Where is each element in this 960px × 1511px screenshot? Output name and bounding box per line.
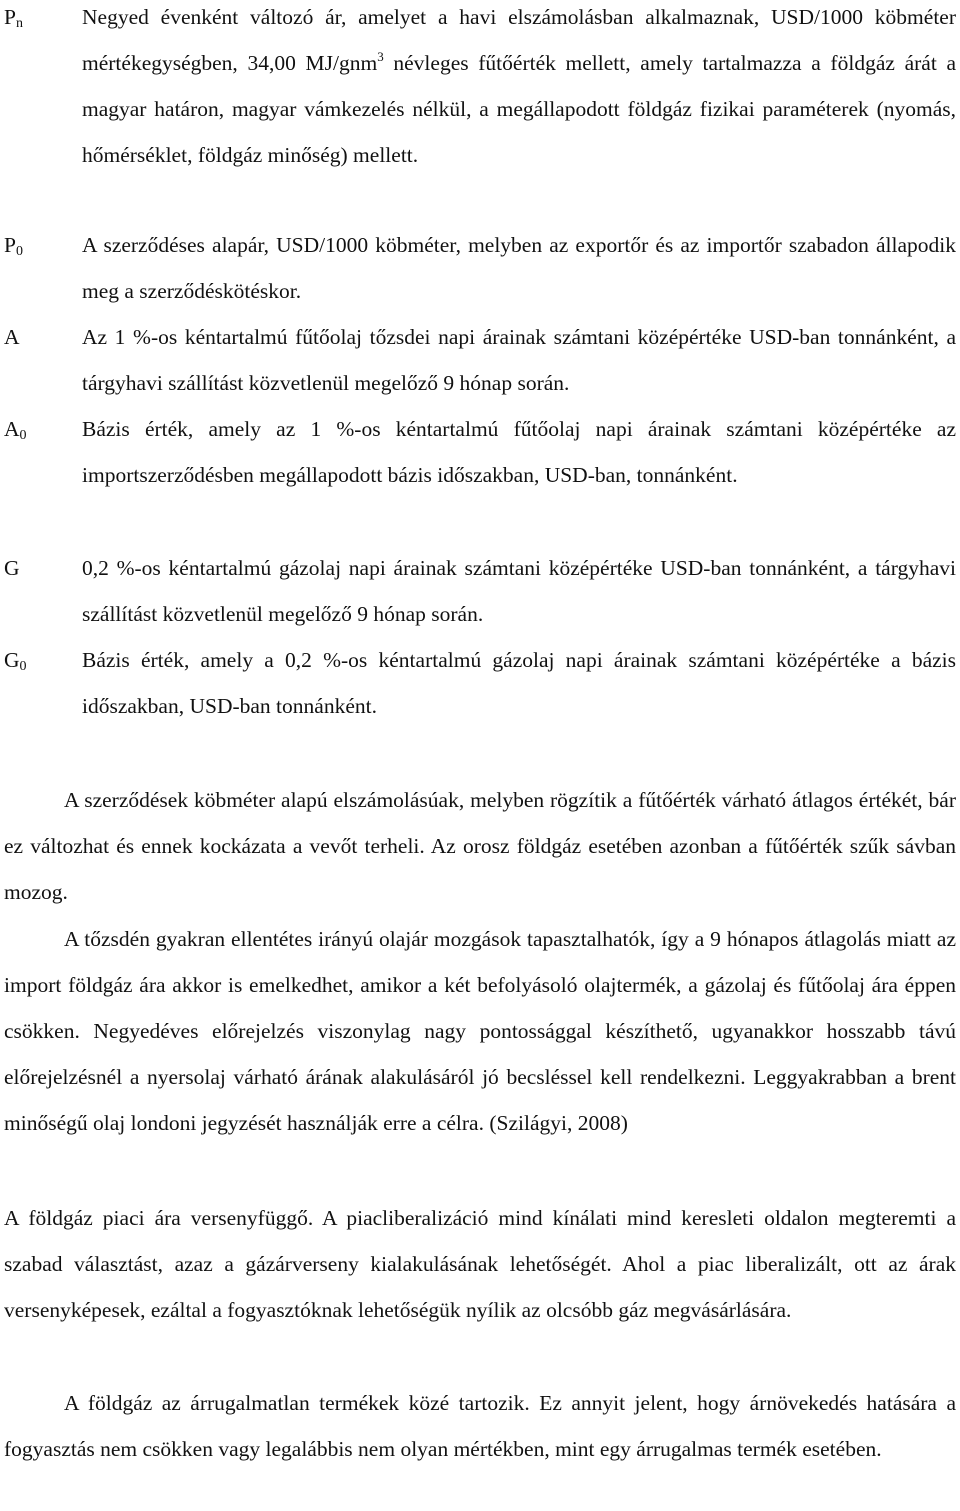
- paragraph-heating-value: A szerződések köbméter alapú elszámolásúak, melyben rögzítik a fűtőérték várható átlagos értékét, bár ez változhat és ennek kockázata a vevőt terheli. Az orosz földgáz esetében azonban a fűtőérték szűk sávban mozog.: [4, 788, 956, 904]
- symbol-subscript: 0: [19, 659, 27, 674]
- symbol: [4, 545, 20, 591]
- superscript: 3: [377, 49, 384, 64]
- symbol-letter: P: [4, 5, 16, 29]
- symbol-letter: G: [4, 648, 20, 672]
- paragraph-price-inelastic: A földgáz az árrugalmatlan termékek közé tartozik. Ez annyit jelent, hogy árnövekedés hatására a fogyasztás nem csökken vagy legalábbis nem olyan mértékben, mint egy árrugalmas termék esetében.: [4, 1391, 956, 1461]
- symbol-subscript: 0: [15, 244, 23, 259]
- symbol: [4, 0, 23, 40]
- symbol-subscript: n: [15, 16, 23, 31]
- symbol: [4, 637, 27, 683]
- symbol-letter: A: [4, 417, 20, 441]
- paragraph-market-price: A földgáz piaci ára versenyfüggő. A piacliberalizáció mind kínálati mind keresleti oldalon megteremti a szabad választást, azaz a gázárverseny kialakulásának lehetőségét. Ahol a piac liberalizált, ott az árak versenyképesek, ezáltal a fogyasztóknak lehetőségük nyílik az olcsóbb gáz megvásárlására.: [4, 1206, 956, 1322]
- symbol-letter: G: [4, 556, 20, 580]
- symbol-subscript: 0: [19, 428, 27, 443]
- symbol: [4, 222, 23, 268]
- symbol: [4, 314, 20, 360]
- definition-text: 0,2 %-os kéntartalmú gázolaj napi árainak számtani középértéke USD-ban tonnánként, a tárgyhavi szállítást közvetlenül megelőző 9 hónap során.: [82, 556, 956, 626]
- symbol-letter: A: [4, 325, 20, 349]
- definition-text: Bázis érték, amely az 1 %-os kéntartalmú fűtőolaj napi árainak számtani középértéke az importszerződésben megállapodott bázis időszakban, USD-ban, tonnánként.: [82, 417, 956, 487]
- definition-text: A szerződéses alapár, USD/1000 köbméter, melyben az exportőr és az importőr szabadon állapodik meg a szerződéskötéskor.: [82, 233, 956, 303]
- symbol: [4, 406, 27, 452]
- definition-text: Az 1 %-os kéntartalmú fűtőolaj tőzsdei napi árainak számtani középértéke USD-ban tonnánként, a tárgyhavi szállítást közvetlenül megelőző 9 hónap során.: [82, 325, 956, 395]
- paragraph-oil-price-movements: A tőzsdén gyakran ellentétes irányú olajár mozgások tapasztalhatók, így a 9 hónapos átlagolás miatt az import földgáz ára akkor is emelkedhet, amikor a két befolyásoló olajtermék, a gázolaj és fűtőolaj ára éppen csökken. Negyedéves előrejelzés viszonylag nagy pontossággal készíthető, ugyanakkor hosszabb távú előrejelzésnél a nyersolaj várható árának alakulásáról jó becsléssel kell rendelkezni. Leggyakrabban a brent minőségű olaj londoni jegyzését használják erre a célra. (Szilágyi, 2008): [4, 927, 956, 1135]
- definition-text-part: névleges fűtőérték mellett, amely tartalmazza a földgáz árát a magyar határon, magyar vámkezelés nélkül, a megállapodott földgáz fizikai paraméterek (nyomás, hőmérséklet, földgáz minőség) mellett.: [82, 51, 957, 167]
- definition-text: Bázis érték, amely a 0,2 %-os kéntartalmú gázolaj napi árainak számtani középértéke a bázis időszakban, USD-ban tonnánként.: [82, 648, 956, 718]
- definition-text-part: Negyed évenként változó ár, amelyet a havi elszámolásban alkalmaznak, USD/1000 köbméter mértékegységben, 34,00 MJ/gnm: [82, 5, 956, 75]
- definition-text: [82, 0, 956, 178]
- symbol-letter: P: [4, 233, 16, 257]
